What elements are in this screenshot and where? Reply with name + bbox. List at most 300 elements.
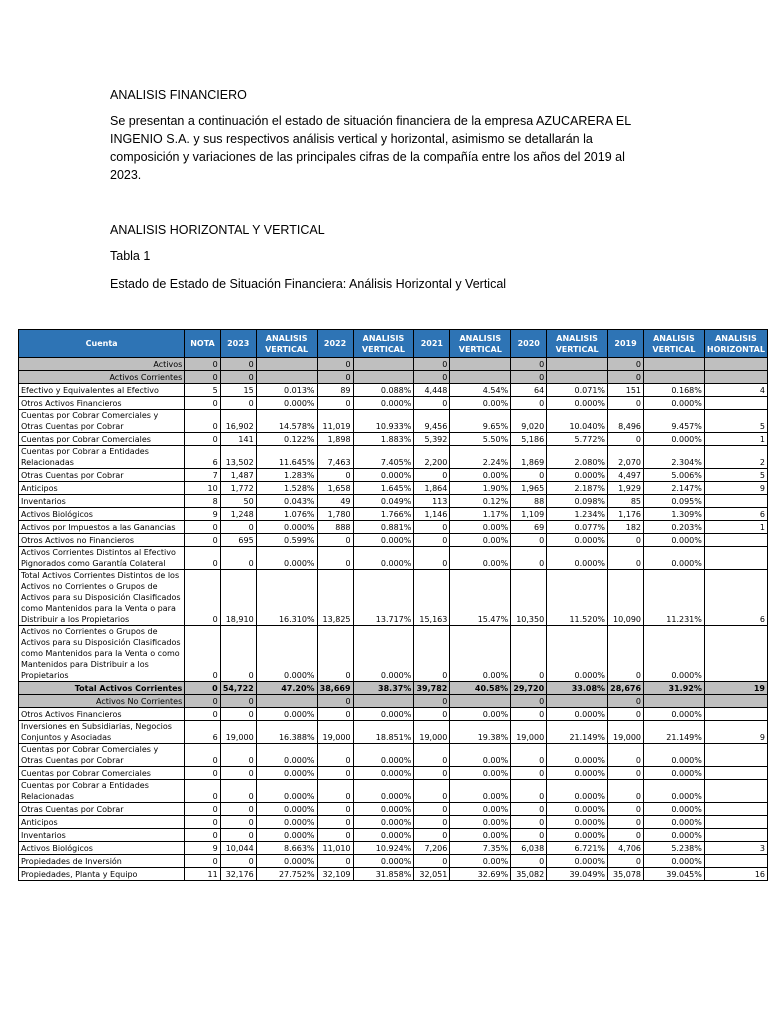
column-header: ANALISIS VERTICAL (547, 330, 608, 358)
value-cell: 0 (220, 780, 256, 803)
account-name-cell: Cuentas por Cobrar Comerciales y Otras Cuentas por Cobrar (19, 744, 185, 767)
section-row (19, 358, 768, 371)
value-cell: 47.20% (256, 682, 317, 695)
value-cell: 11,019 (317, 410, 353, 433)
value-cell: 2,200 (414, 446, 450, 469)
value-cell: 0.000% (256, 397, 317, 410)
value-cell: 39,782 (414, 682, 450, 695)
value-cell: 19,000 (608, 721, 644, 744)
account-name-cell: Otros Activos Financieros (19, 397, 185, 410)
document-heading: ANALISIS FINANCIERO (110, 88, 247, 102)
value-cell: 1,248 (220, 508, 256, 521)
value-cell: 0.000% (547, 397, 608, 410)
value-cell: 0.049% (353, 495, 414, 508)
value-cell: 28,676 (608, 682, 644, 695)
value-cell (644, 695, 705, 708)
account-name-cell: Activos No Corrientes (19, 695, 185, 708)
value-cell: 0.00% (450, 469, 511, 482)
value-cell: 0 (608, 695, 644, 708)
value-cell: 0 (608, 534, 644, 547)
value-cell (256, 358, 317, 371)
value-cell: 0.000% (353, 547, 414, 570)
value-cell: 2.147% (644, 482, 705, 495)
value-cell (704, 780, 767, 803)
value-cell: 0.12% (450, 495, 511, 508)
value-cell: 21.149% (547, 721, 608, 744)
value-cell: 1,864 (414, 482, 450, 495)
value-cell: 0.00% (450, 626, 511, 682)
value-cell: 4.54% (450, 384, 511, 397)
value-cell: 4,706 (608, 842, 644, 855)
value-cell: 2.24% (450, 446, 511, 469)
value-cell: 0 (608, 397, 644, 410)
value-cell: 0.000% (256, 744, 317, 767)
value-cell: 0.000% (547, 626, 608, 682)
value-cell: 0 (511, 816, 547, 829)
value-cell: 1.883% (353, 433, 414, 446)
value-cell: 0 (220, 547, 256, 570)
value-cell (353, 695, 414, 708)
value-cell: 16.310% (256, 570, 317, 626)
value-cell: 0 (317, 767, 353, 780)
table-row (19, 708, 768, 721)
value-cell: 88 (511, 495, 547, 508)
value-cell: 0 (414, 803, 450, 816)
value-cell: 0 (414, 521, 450, 534)
value-cell: 0 (608, 829, 644, 842)
value-cell: 14.578% (256, 410, 317, 433)
table-header-row (19, 330, 768, 358)
value-cell: 32.69% (450, 868, 511, 881)
value-cell: 10,350 (511, 570, 547, 626)
section-row (19, 695, 768, 708)
value-cell: 1.234% (547, 508, 608, 521)
value-cell: 0.000% (644, 433, 705, 446)
value-cell: 0 (185, 855, 220, 868)
value-cell: 0 (185, 521, 220, 534)
value-cell: 0.00% (450, 397, 511, 410)
table-row (19, 495, 768, 508)
value-cell: 0 (608, 371, 644, 384)
value-cell: 0 (220, 744, 256, 767)
column-header: 2021 (414, 330, 450, 358)
value-cell: 0 (608, 855, 644, 868)
value-cell: 0 (317, 626, 353, 682)
account-name-cell: Cuentas por Cobrar Comerciales (19, 767, 185, 780)
value-cell: 5 (185, 384, 220, 397)
value-cell: 32,051 (414, 868, 450, 881)
value-cell: 6.721% (547, 842, 608, 855)
value-cell: 1.309% (644, 508, 705, 521)
table-row (19, 744, 768, 767)
value-cell: 0 (608, 626, 644, 682)
value-cell: 6 (704, 570, 767, 626)
value-cell: 32,109 (317, 868, 353, 881)
value-cell: 5.50% (450, 433, 511, 446)
value-cell: 0 (414, 855, 450, 868)
value-cell: 6,038 (511, 842, 547, 855)
account-name-cell: Total Activos Corrientes Distintos de los Activos no Corrientes o Grupos de Activos para su Disposición Clasificados como Mantenidos para la Venta o para Distribuir a los Propietarios (19, 570, 185, 626)
value-cell: 5 (704, 469, 767, 482)
value-cell (704, 744, 767, 767)
value-cell: 0 (185, 410, 220, 433)
value-cell: 1.283% (256, 469, 317, 482)
value-cell: 0 (511, 534, 547, 547)
table-row (19, 534, 768, 547)
value-cell: 0 (220, 855, 256, 868)
value-cell (547, 358, 608, 371)
value-cell: 0.000% (256, 767, 317, 780)
value-cell: 9 (704, 482, 767, 495)
value-cell: 113 (414, 495, 450, 508)
value-cell: 0 (414, 371, 450, 384)
value-cell: 64 (511, 384, 547, 397)
value-cell: 1,965 (511, 482, 547, 495)
value-cell: 1,772 (220, 482, 256, 495)
value-cell: 9.65% (450, 410, 511, 433)
value-cell: 18,910 (220, 570, 256, 626)
value-cell: 0 (220, 397, 256, 410)
value-cell: 11.520% (547, 570, 608, 626)
value-cell: 0 (608, 780, 644, 803)
value-cell: 39.045% (644, 868, 705, 881)
value-cell: 0 (220, 371, 256, 384)
account-name-cell: Activos Corrientes (19, 371, 185, 384)
value-cell (704, 495, 767, 508)
table-row (19, 384, 768, 397)
value-cell (704, 803, 767, 816)
value-cell: 0.203% (644, 521, 705, 534)
value-cell: 0.077% (547, 521, 608, 534)
value-cell: 50 (220, 495, 256, 508)
section-row (19, 371, 768, 384)
value-cell: 0.000% (547, 829, 608, 842)
account-name-cell: Activos Biológicos (19, 842, 185, 855)
table-row (19, 433, 768, 446)
value-cell: 5,392 (414, 433, 450, 446)
value-cell: 0.000% (547, 547, 608, 570)
value-cell: 141 (220, 433, 256, 446)
value-cell: 0.000% (547, 469, 608, 482)
value-cell: 0.000% (256, 803, 317, 816)
table-row (19, 842, 768, 855)
value-cell: 0.000% (353, 534, 414, 547)
value-cell: 0.00% (450, 521, 511, 534)
value-cell: 0 (317, 371, 353, 384)
value-cell: 1.645% (353, 482, 414, 495)
value-cell (704, 816, 767, 829)
value-cell: 0.599% (256, 534, 317, 547)
table-row (19, 410, 768, 433)
value-cell: 0.000% (547, 708, 608, 721)
value-cell: 0 (608, 744, 644, 767)
value-cell: 1,109 (511, 508, 547, 521)
value-cell: 0 (185, 744, 220, 767)
value-cell: 0.000% (644, 744, 705, 767)
value-cell: 2.187% (547, 482, 608, 495)
account-name-cell: Inversiones en Subsidiarias, Negocios Conjuntos y Asociadas (19, 721, 185, 744)
value-cell: 0 (220, 708, 256, 721)
value-cell: 0 (511, 547, 547, 570)
value-cell: 0 (317, 469, 353, 482)
value-cell: 0 (511, 829, 547, 842)
value-cell: 38.37% (353, 682, 414, 695)
value-cell (704, 695, 767, 708)
value-cell: 1,487 (220, 469, 256, 482)
value-cell: 0.013% (256, 384, 317, 397)
value-cell: 0.000% (644, 816, 705, 829)
value-cell: 11,010 (317, 842, 353, 855)
value-cell: 1,869 (511, 446, 547, 469)
column-header: 2019 (608, 330, 644, 358)
value-cell: 7.405% (353, 446, 414, 469)
value-cell: 10.933% (353, 410, 414, 433)
value-cell (704, 534, 767, 547)
section-heading: ANALISIS HORIZONTAL Y VERTICAL (110, 223, 325, 237)
value-cell (704, 855, 767, 868)
value-cell: 0.000% (256, 626, 317, 682)
value-cell: 0 (414, 534, 450, 547)
value-cell: 0 (220, 695, 256, 708)
value-cell: 0.000% (547, 816, 608, 829)
table-row (19, 721, 768, 744)
value-cell: 0 (511, 469, 547, 482)
account-name-cell: Cuentas por Cobrar Comerciales y Otras Cuentas por Cobrar (19, 410, 185, 433)
value-cell: 1,146 (414, 508, 450, 521)
value-cell: 1.90% (450, 482, 511, 495)
account-name-cell: Activos por Impuestos a las Ganancias (19, 521, 185, 534)
value-cell: 5,186 (511, 433, 547, 446)
value-cell (547, 371, 608, 384)
column-header: ANALISIS HORIZONTAL (704, 330, 767, 358)
value-cell: 0 (185, 358, 220, 371)
value-cell: 0.000% (547, 803, 608, 816)
value-cell: 0 (185, 695, 220, 708)
value-cell: 0.00% (450, 547, 511, 570)
value-cell: 89 (317, 384, 353, 397)
value-cell: 0 (511, 855, 547, 868)
value-cell: 0.881% (353, 521, 414, 534)
column-header: 2023 (220, 330, 256, 358)
value-cell: 0.098% (547, 495, 608, 508)
table-row (19, 829, 768, 842)
value-cell: 10.924% (353, 842, 414, 855)
value-cell: 0.00% (450, 803, 511, 816)
value-cell (704, 767, 767, 780)
value-cell: 0.000% (547, 780, 608, 803)
value-cell: 35,082 (511, 868, 547, 881)
column-header: ANALISIS VERTICAL (644, 330, 705, 358)
value-cell: 0 (317, 695, 353, 708)
value-cell: 0 (414, 829, 450, 842)
value-cell: 0 (414, 816, 450, 829)
value-cell: 31.92% (644, 682, 705, 695)
value-cell: 0 (608, 433, 644, 446)
value-cell: 5.772% (547, 433, 608, 446)
account-name-cell: Otros Activos no Financieros (19, 534, 185, 547)
column-header: 2022 (317, 330, 353, 358)
account-name-cell: Total Activos Corrientes (19, 682, 185, 695)
value-cell: 4,448 (414, 384, 450, 397)
value-cell: 54,722 (220, 682, 256, 695)
value-cell: 7,463 (317, 446, 353, 469)
account-name-cell: Cuentas por Cobrar a Entidades Relacionadas (19, 780, 185, 803)
value-cell: 39.049% (547, 868, 608, 881)
value-cell: 0.000% (547, 767, 608, 780)
value-cell: 0.00% (450, 829, 511, 842)
value-cell: 0.000% (256, 708, 317, 721)
account-name-cell: Otras Cuentas por Cobrar (19, 803, 185, 816)
value-cell: 695 (220, 534, 256, 547)
value-cell: 0 (414, 358, 450, 371)
value-cell: 1,929 (608, 482, 644, 495)
value-cell: 0 (185, 803, 220, 816)
value-cell: 1,898 (317, 433, 353, 446)
value-cell: 0 (185, 682, 220, 695)
value-cell: 19 (704, 682, 767, 695)
value-cell: 0 (185, 780, 220, 803)
value-cell: 85 (608, 495, 644, 508)
value-cell: 29,720 (511, 682, 547, 695)
table-row (19, 803, 768, 816)
value-cell (704, 371, 767, 384)
value-cell: 0.088% (353, 384, 414, 397)
value-cell: 69 (511, 521, 547, 534)
value-cell: 7 (185, 469, 220, 482)
column-header: NOTA (185, 330, 220, 358)
value-cell: 0 (511, 695, 547, 708)
value-cell: 0 (511, 780, 547, 803)
value-cell: 0 (317, 816, 353, 829)
value-cell: 0 (185, 547, 220, 570)
value-cell: 0 (185, 767, 220, 780)
value-cell: 0.043% (256, 495, 317, 508)
account-name-cell: Activos Corrientes Distintos al Efectivo Pignorados como Garantía Colateral (19, 547, 185, 570)
value-cell: 0 (220, 816, 256, 829)
value-cell: 38,669 (317, 682, 353, 695)
account-name-cell: Inventarios (19, 495, 185, 508)
value-cell: 0 (185, 708, 220, 721)
value-cell: 9.457% (644, 410, 705, 433)
value-cell: 5.006% (644, 469, 705, 482)
value-cell: 13.717% (353, 570, 414, 626)
account-name-cell: Cuentas por Cobrar Comerciales (19, 433, 185, 446)
value-cell: 888 (317, 521, 353, 534)
table-row (19, 508, 768, 521)
value-cell: 1,658 (317, 482, 353, 495)
value-cell: 151 (608, 384, 644, 397)
value-cell: 0 (414, 708, 450, 721)
value-cell: 1.766% (353, 508, 414, 521)
value-cell: 21.149% (644, 721, 705, 744)
value-cell: 0 (185, 534, 220, 547)
value-cell: 0.000% (547, 534, 608, 547)
value-cell: 13,825 (317, 570, 353, 626)
value-cell: 19,000 (220, 721, 256, 744)
value-cell: 0 (511, 626, 547, 682)
value-cell: 0.000% (353, 744, 414, 767)
value-cell: 6 (704, 508, 767, 521)
table-row (19, 397, 768, 410)
financial-table (18, 329, 768, 881)
value-cell: 1.528% (256, 482, 317, 495)
value-cell: 0 (608, 816, 644, 829)
column-header: 2020 (511, 330, 547, 358)
value-cell: 0.168% (644, 384, 705, 397)
value-cell: 0.00% (450, 744, 511, 767)
value-cell: 0 (185, 433, 220, 446)
value-cell (704, 358, 767, 371)
value-cell: 0.000% (644, 780, 705, 803)
value-cell: 0 (185, 829, 220, 842)
value-cell: 0.000% (644, 397, 705, 410)
value-cell: 1.17% (450, 508, 511, 521)
value-cell: 0 (317, 803, 353, 816)
value-cell: 0.000% (256, 855, 317, 868)
value-cell (644, 358, 705, 371)
value-cell: 0.00% (450, 816, 511, 829)
value-cell: 0.000% (644, 708, 705, 721)
value-cell: 0 (414, 767, 450, 780)
value-cell: 6 (185, 721, 220, 744)
value-cell: 27.752% (256, 868, 317, 881)
account-name-cell: Inventarios (19, 829, 185, 842)
value-cell: 0 (414, 626, 450, 682)
value-cell: 0.000% (353, 708, 414, 721)
value-cell: 8 (185, 495, 220, 508)
value-cell: 0.00% (450, 708, 511, 721)
account-name-cell: Cuentas por Cobrar a Entidades Relacionadas (19, 446, 185, 469)
value-cell: 0.000% (256, 816, 317, 829)
value-cell: 0.00% (450, 534, 511, 547)
value-cell: 0 (511, 371, 547, 384)
value-cell: 10,044 (220, 842, 256, 855)
value-cell: 4 (704, 384, 767, 397)
value-cell: 35,078 (608, 868, 644, 881)
value-cell: 0.000% (353, 829, 414, 842)
table-row (19, 521, 768, 534)
value-cell: 8,496 (608, 410, 644, 433)
value-cell: 16,902 (220, 410, 256, 433)
value-cell: 0 (317, 829, 353, 842)
value-cell: 4,497 (608, 469, 644, 482)
total-row (19, 682, 768, 695)
value-cell: 0.00% (450, 780, 511, 803)
value-cell (256, 371, 317, 384)
value-cell: 2.080% (547, 446, 608, 469)
table-row (19, 868, 768, 881)
value-cell: 0 (317, 744, 353, 767)
table-row (19, 446, 768, 469)
value-cell (704, 397, 767, 410)
value-cell: 8.663% (256, 842, 317, 855)
value-cell: 0 (511, 358, 547, 371)
value-cell: 2 (704, 446, 767, 469)
value-cell: 0 (317, 534, 353, 547)
value-cell: 19,000 (414, 721, 450, 744)
value-cell: 16 (704, 868, 767, 881)
value-cell: 1,780 (317, 508, 353, 521)
value-cell: 0.000% (353, 855, 414, 868)
value-cell: 33.08% (547, 682, 608, 695)
value-cell (704, 547, 767, 570)
value-cell (704, 708, 767, 721)
value-cell: 0 (317, 780, 353, 803)
value-cell: 0 (608, 767, 644, 780)
value-cell: 0 (608, 547, 644, 570)
value-cell: 0 (414, 547, 450, 570)
value-cell: 0 (317, 708, 353, 721)
